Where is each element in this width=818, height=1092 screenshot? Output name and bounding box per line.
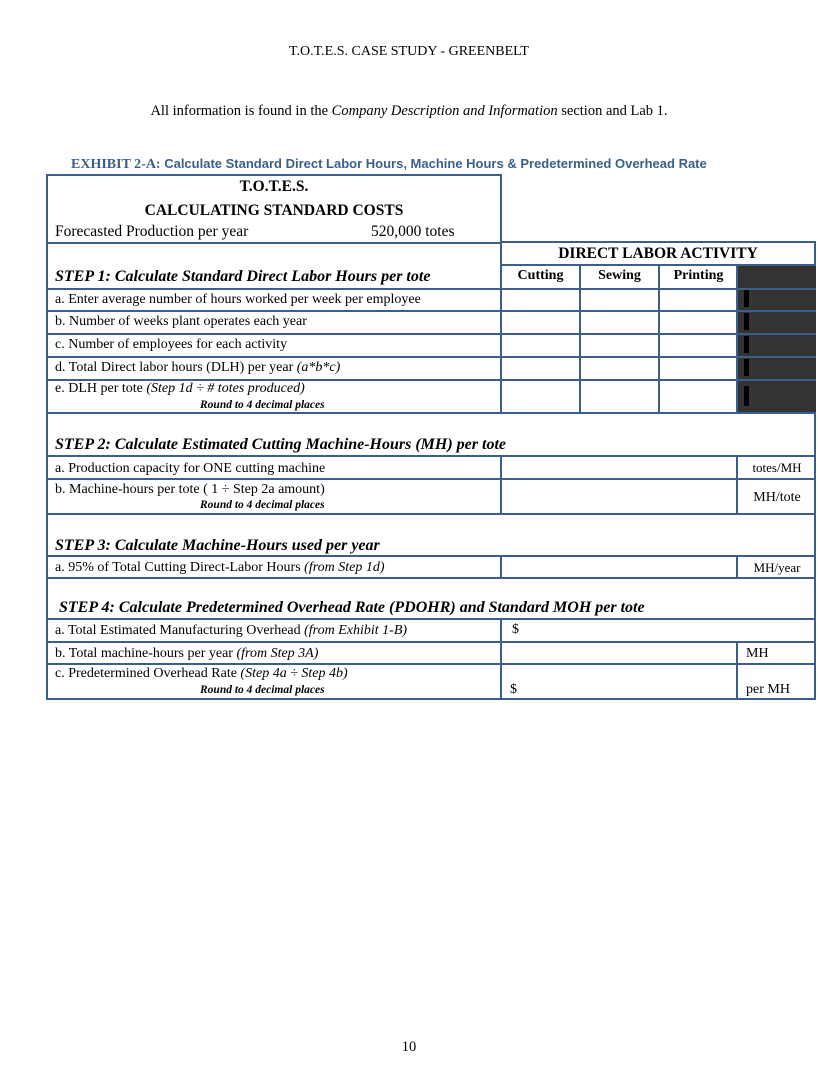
sewing-total-dlh-input[interactable]: [581, 358, 658, 379]
step1-row-e: e. DLH per tote (Step 1d ÷ # totes produced): [55, 381, 305, 396]
cutting-employees-input[interactable]: [502, 335, 579, 356]
col-printing: Printing: [673, 268, 724, 283]
printing-dlh-per-tote-input[interactable]: [660, 381, 736, 412]
printing-weeks-input[interactable]: [660, 312, 736, 333]
pdohr-input[interactable]: [525, 665, 736, 698]
step2-row-a: a. Production capacity for ONE cutting machine: [55, 461, 326, 476]
step2-row-b: b. Machine-hours per tote ( 1 ÷ Step 2a amount): [55, 482, 325, 497]
step2-round-note: Round to 4 decimal places: [200, 499, 325, 511]
printing-employees-input[interactable]: [660, 335, 736, 356]
forecast-label: Forecasted Production per year: [55, 223, 249, 240]
title-block-bottom: [46, 242, 502, 244]
row-e-marker: [744, 386, 749, 406]
row-a-marker: [744, 290, 749, 307]
col-sewing: Sewing: [598, 268, 641, 283]
sewing-weeks-input[interactable]: [581, 312, 658, 333]
step4-unit-b: MH: [746, 646, 769, 661]
printing-hours-per-week-input[interactable]: [660, 290, 736, 310]
cutting-hours-per-week-input[interactable]: [502, 290, 579, 310]
row-c-marker: [744, 336, 749, 353]
step4-currency-c: $: [510, 682, 517, 697]
title-line-2: CALCULATING STANDARD COSTS: [144, 202, 404, 219]
sewing-dlh-per-tote-input[interactable]: [581, 381, 658, 412]
cutting-dlh-per-tote-input[interactable]: [502, 381, 579, 412]
step3-unit-a: MH/year: [753, 560, 801, 575]
step4-row-a: a. Total Estimated Manufacturing Overhead (from Exhibit 1-B): [55, 623, 408, 638]
dla-top-border: [500, 241, 816, 243]
step4-unit-c: per MH: [746, 682, 790, 697]
step4-round-note: Round to 4 decimal places: [200, 684, 325, 696]
title-line-1: T.O.T.E.S.: [239, 178, 309, 195]
production-capacity-input[interactable]: [502, 457, 736, 478]
total-overhead-input[interactable]: [525, 620, 816, 641]
step2-unit-b: MH/tote: [753, 490, 801, 505]
step1-row-a: a. Enter average number of hours worked per week per employee: [55, 292, 421, 307]
printing-total-dlh-input[interactable]: [660, 358, 736, 379]
step4-heading: STEP 4: Calculate Predetermined Overhead Rate (PDOHR) and Standard MOH per tote: [59, 599, 645, 616]
intro-text: All information is found in the Company Description and Information section and Lab 1.: [150, 103, 668, 119]
step2-bottom: [46, 513, 816, 515]
step4-row-b: b. Total machine-hours per year (from Step 3A): [55, 646, 319, 661]
page-number: 10: [401, 1039, 417, 1055]
sewing-employees-input[interactable]: [581, 335, 658, 356]
row-b-marker: [744, 313, 749, 330]
step3-bottom: [46, 577, 816, 579]
row-d-marker: [744, 359, 749, 376]
step1-vline-4: [736, 264, 738, 414]
step4-vline-2: [736, 641, 738, 700]
step1-row-c: c. Number of employees for each activity: [55, 337, 288, 352]
step2-heading: STEP 2: Calculate Estimated Cutting Machine-Hours (MH) per tote: [55, 436, 506, 453]
sewing-hours-per-week-input[interactable]: [581, 290, 658, 310]
total-machine-hours-input[interactable]: [502, 643, 736, 663]
step1-bottom: [46, 412, 816, 414]
step1-row-d: d. Total Direct labor hours (DLH) per year (a*b*c): [55, 360, 341, 375]
machine-hours-per-tote-input[interactable]: [502, 480, 736, 513]
step3-row-a: a. 95% of Total Cutting Direct-Labor Hours (from Step 1d): [55, 560, 385, 575]
step1-heading: STEP 1: Calculate Standard Direct Labor Hours per tote: [55, 268, 431, 285]
col-cutting: Cutting: [517, 268, 564, 283]
forecast-value: 520,000 totes: [371, 223, 455, 240]
step4-row-c: c. Predetermined Overhead Rate (Step 4a ÷ Step 4b): [55, 666, 348, 681]
page-header: T.O.T.E.S. CASE STUDY - GREENBELT: [289, 44, 529, 59]
cutting-weeks-input[interactable]: [502, 312, 579, 333]
step1-row-b: b. Number of weeks plant operates each year: [55, 314, 307, 329]
step4-currency-a: $: [512, 622, 519, 637]
dla-heading: DIRECT LABOR ACTIVITY: [558, 245, 758, 262]
machine-hours-per-year-input[interactable]: [502, 557, 736, 577]
step3-heading: STEP 3: Calculate Machine-Hours used per year: [55, 537, 380, 554]
cutting-total-dlh-input[interactable]: [502, 358, 579, 379]
step2-unit-a: totes/MH: [752, 460, 802, 475]
table-bottom: [46, 698, 816, 700]
exhibit-title: EXHIBIT 2-A: Calculate Standard Direct Labor Hours, Machine Hours & Predetermined Overhead Rate: [71, 156, 707, 172]
step1-round-note: Round to 4 decimal places: [200, 399, 325, 411]
